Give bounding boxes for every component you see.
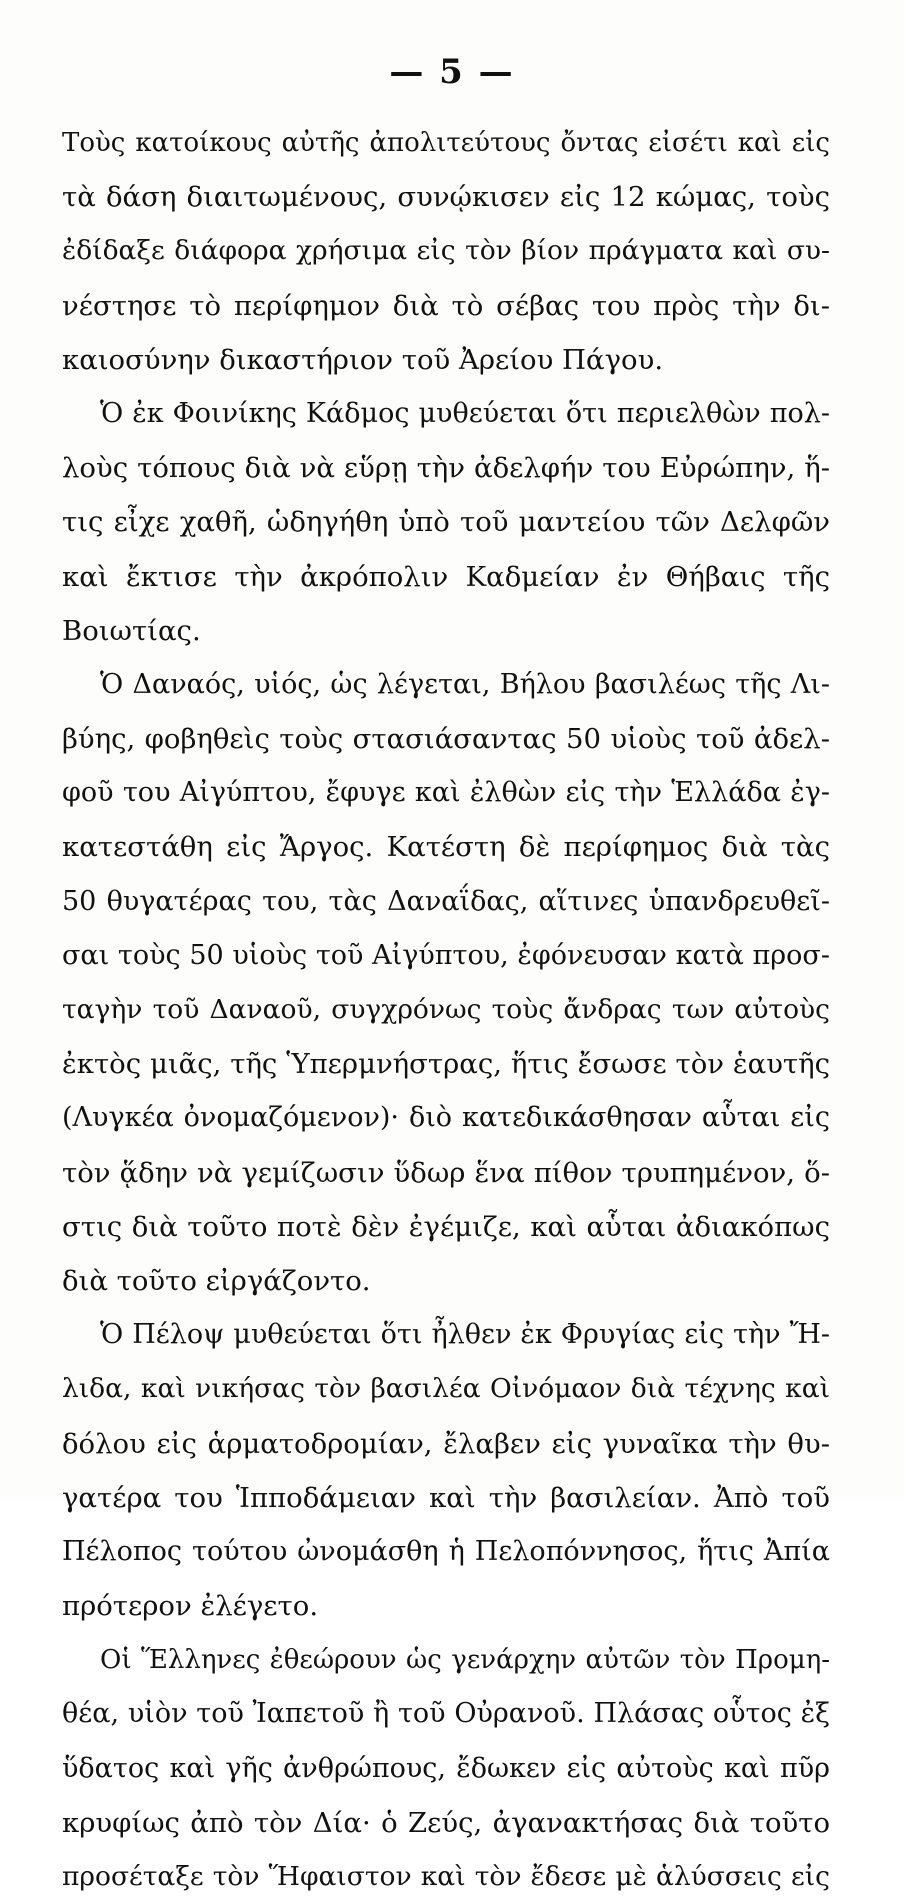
text-line: πρότερον ἐλέγετο. xyxy=(62,1590,319,1623)
text-line: νέστησε τὸ περίφημον διὰ τὸ σέβας του πρὸς τὴν δι- xyxy=(62,289,830,322)
text-line: δόλου εἰς ἁρματοδρομίαν, ἔλαβεν εἰς γυναῖκα τὴν θυ- xyxy=(62,1427,830,1460)
text-line: ταγὴν τοῦ Δαναοῦ, συγχρόνως τοὺς ἄνδρας των αὐτοὺς xyxy=(62,994,830,1025)
paragraph-start-line: Οἱ Ἕλληνες ἐθεώρουν ὡς γενάρχην αὐτῶν τὸν Προμη- xyxy=(100,1645,830,1676)
text-line: (Λυγκέα ὀνομαζόμενον)· διὸ κατεδικάσθησαν αὗται εἰς xyxy=(62,1102,830,1134)
text-line: ἐκτὸς μιᾶς, τῆς Ὑπερμνήστρας, ἥτις ἔσωσε τὸν ἑαυτῆς xyxy=(62,1048,830,1081)
text-line: τὸν ᾅδην νὰ γεμίζωσιν ὕδωρ ἕνα πίθον τρυπημένον, ὅ- xyxy=(62,1156,830,1189)
text-line: τὰ δάση διαιτωμένους, συνῴκισεν εἰς 12 κώμας, τοὺς xyxy=(62,181,830,214)
text-line: βύης, φοβηθεὶς τοὺς στασιάσαντας 50 υἱοὺς τοῦ ἀδελ- xyxy=(62,723,830,756)
text-line: Τοὺς κατοίκους αὐτῆς ἀπολιτεύτους ὄντας εἰσέτι καὶ εἰς xyxy=(62,128,830,158)
text-line: ἐδίδαξε διάφορα χρήσιμα εἰς τὸν βίον πράγματα καὶ συ- xyxy=(62,235,830,267)
text-line: τις εἶχε χαθῆ, ὡδηγήθη ὑπὸ τοῦ μαντείου τῶν Δελφῶν xyxy=(62,506,830,539)
text-line: προσέταξε τὸν Ἥφαιστον καὶ τὸν ἔδεσε μὲ ἁλύσσεις εἰς xyxy=(62,1861,830,1892)
paragraph-start-line: Ὁ ἐκ Φοινίκης Κάδμος μυθεύεται ὅτι περιελθὼν πολ- xyxy=(100,397,830,429)
text-line: σαι τοὺς 50 υἱοὺς τοῦ Αἰγύπτου, ἐφόνευσαν κατὰ προσ- xyxy=(62,939,830,971)
paragraph-start-line: Ὁ Δαναός, υἱός, ὡς λέγεται, Βήλου βασιλέως τῆς Λι- xyxy=(100,668,830,700)
text-line: θέα, υἱὸν τοῦ Ἰαπετοῦ ἢ τοῦ Οὐρανοῦ. Πλάσας οὗτος ἐξ xyxy=(62,1698,830,1730)
text-line: καιοσύνην δικαστήριον τοῦ Ἀρείου Πάγου. xyxy=(62,343,664,376)
text-line: κρυφίως ἀπὸ τὸν Δία· ὁ Ζεύς, ἀγανακτήσας διὰ τοῦτο xyxy=(62,1806,830,1839)
text-line: στις διὰ τοῦτο ποτὲ δὲν ἐγέμιζε, καὶ αὗται ἀδιακόπως xyxy=(62,1210,830,1243)
text-line: ὕδατος καὶ γῆς ἀνθρώπους, ἔδωκεν εἰς αὐτοὺς καὶ πῦρ xyxy=(62,1752,830,1784)
body-text xyxy=(62,116,830,1904)
text-line: καὶ ἔκτισε τὴν ἀκρόπολιν Καδμείαν ἐν Θήβαις τῆς xyxy=(62,560,830,593)
text-line: 50 θυγατέρας του, τὰς Δαναΐδας, αἵτινες ὑπανδρευθεῖ- xyxy=(62,885,830,917)
text-line: Πέλοπος τούτου ὠνομάσθη ἡ Πελοπόννησος, ἥτις Ἀπία xyxy=(62,1535,830,1567)
text-line: κατεστάθη εἰς Ἄργος. Κατέστη δὲ περίφημος διὰ τὰς xyxy=(62,831,830,864)
text-line: γατέρα του Ἱπποδάμειαν καὶ τὴν βασιλείαν. Ἀπὸ τοῦ xyxy=(62,1481,830,1514)
text-line: διὰ τοῦτο εἰργάζοντο. xyxy=(62,1264,371,1297)
paragraph-start-line: Ὁ Πέλοψ μυθεύεται ὅτι ἦλθεν ἐκ Φρυγίας εἰς τὴν Ἤ- xyxy=(100,1319,830,1351)
page-number: — 5 — xyxy=(389,52,515,92)
text-line: Βοιωτίας. xyxy=(62,614,201,647)
text-line: φοῦ του Αἰγύπτου, ἔφυγε καὶ ἐλθὼν εἰς τὴν Ἑλλάδα ἐγ- xyxy=(62,777,830,809)
text-line: λοὺς τόπους διὰ νὰ εὕρῃ τὴν ἀδελφήν του Εὐρώπην, ἥ- xyxy=(62,452,830,485)
text-line: λιδα, καὶ νικήσας τὸν βασιλέα Οἰνόμαον διὰ τέχνης καὶ xyxy=(62,1373,830,1405)
